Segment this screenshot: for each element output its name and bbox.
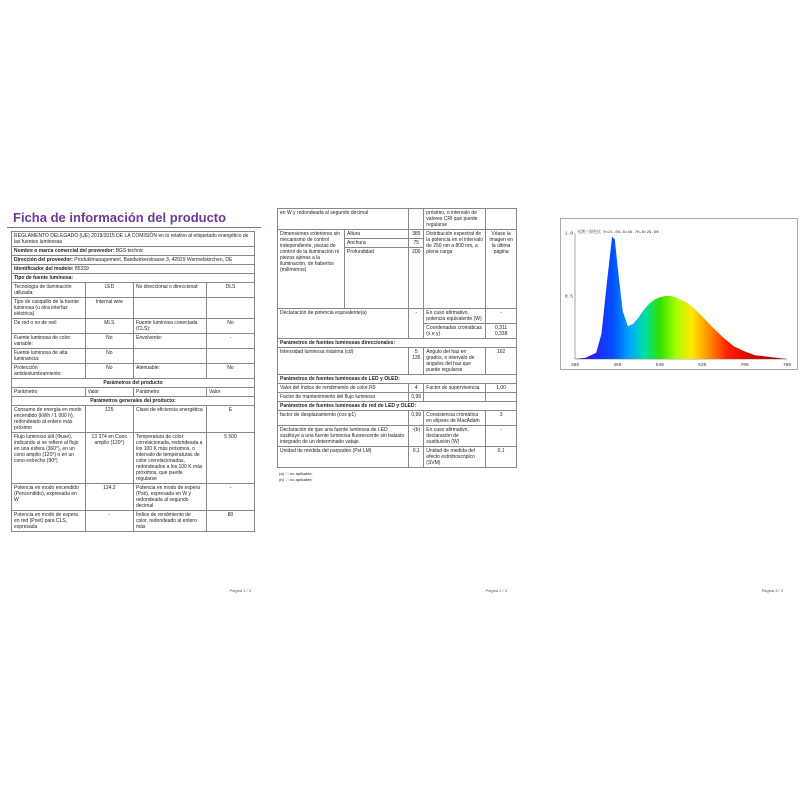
page-2 xyxy=(274,208,521,596)
general-rows xyxy=(12,406,255,532)
equivalent-power-row: Declaración de potencia equivalente(a) - En caso afirmativo, potencia equivalente (W) - xyxy=(278,309,517,324)
general-heading: Parámetros generales del producto: xyxy=(12,397,255,406)
table-row xyxy=(12,349,255,364)
table-cell: Tipo de casquillo de la fuente luminosa (u otra interfaz eléctrica) xyxy=(12,298,86,319)
x-tick-label: 700 xyxy=(740,363,749,368)
table-cell: Internal wire xyxy=(85,298,133,319)
model-row: Identificador del modelo: 85339 xyxy=(12,265,255,274)
chromaticity-row: Coordenadas cromáticas (x e y) 0,311 0,338 xyxy=(278,324,517,339)
table-cell: 124,2 xyxy=(85,484,133,511)
page-footer: Página 3 / 3 xyxy=(761,588,783,593)
intro-text: REGLAMENTO DELEGADO (UE) 2019/2015 DE LA COMISIÓN en lo relativo al etiquetado energético de las fuentes luminosas xyxy=(12,232,255,247)
table-cell: E xyxy=(206,406,254,433)
table-cell: LED xyxy=(85,283,133,298)
table-cell: 5 500 xyxy=(206,433,254,484)
supplier-name-row: Nombre o marca comercial del proveedor: BGS technic xyxy=(12,247,255,256)
x-tick-label: 460 xyxy=(613,363,622,368)
type-heading: Tipo de fuente luminosa: xyxy=(12,274,255,283)
table-cell xyxy=(486,393,517,402)
table-cell: Fuente luminosa de color variable: xyxy=(12,334,86,349)
page-footer: Página 1 / 3 xyxy=(229,588,251,593)
table-cell: 0,99 xyxy=(409,393,424,402)
spectrum-area xyxy=(575,237,787,359)
table-row xyxy=(12,283,255,298)
table-cell: 0,99 xyxy=(409,411,424,426)
network-led-heading: Parámetros de fuentes luminosas de red de LED y OLED: xyxy=(278,402,517,411)
table-cell xyxy=(133,349,206,364)
table-cell: DLS xyxy=(206,283,254,298)
table-row xyxy=(278,209,517,230)
table-cell: Potencia en modo de espera en red (Pnet) para CLS, expresada xyxy=(12,511,86,532)
table-cell: De red o no de red: xyxy=(12,319,86,334)
table-cell: 80 xyxy=(206,511,254,532)
table-cell: 3 xyxy=(486,411,517,426)
table-row xyxy=(12,406,255,433)
table-cell: próximo, o intervalo de valores CRI que puede regularse xyxy=(424,209,486,230)
table-row xyxy=(12,364,255,379)
type-rows xyxy=(12,283,255,379)
table-cell: factor de desplazamiento (cos φ1) xyxy=(278,411,409,426)
table-cell: 1,00 xyxy=(486,384,517,393)
table-row xyxy=(12,319,255,334)
table-row xyxy=(12,334,255,349)
supplier-table xyxy=(11,231,255,532)
table-row xyxy=(278,393,517,402)
table-cell xyxy=(486,209,517,230)
table-cell: Factor de supervivencia xyxy=(424,384,486,393)
table-cell: No xyxy=(206,319,254,334)
table-cell: Unidad de medida del parpadeo (Pst LM) xyxy=(278,447,409,468)
table-cell: 5 135 xyxy=(409,348,424,375)
table-cell: 0,1 xyxy=(486,447,517,468)
table-row xyxy=(278,426,517,447)
page-3 xyxy=(540,208,797,596)
params-header-row: Parámetro Valor Parámetro Valor xyxy=(12,388,255,397)
table-row xyxy=(12,433,255,484)
table-cell: Valor del índice de rendimiento de color R9 xyxy=(278,384,409,393)
page-1 xyxy=(3,208,265,596)
x-tick-label: 620 xyxy=(698,363,707,368)
table-cell: No xyxy=(85,364,133,379)
page-footer: Página 2 / 3 xyxy=(485,588,507,593)
table-cell xyxy=(409,209,424,230)
table-cell: Ángulo del haz en grados, o intervalo de ángulos del haz que puede regularse xyxy=(424,348,486,375)
table-cell: - xyxy=(85,511,133,532)
supplier-address-row: Dirección del proveedor: Produktmanagement, Bandwirkerstrasse 3, 42929 Wermelskirchen, DE xyxy=(12,256,255,265)
table-cell: Fuente luminosa de alta luminancia: xyxy=(12,349,86,364)
table-cell xyxy=(206,349,254,364)
x-tick-label: 540 xyxy=(655,363,664,368)
spectrum-svg xyxy=(561,219,797,369)
params-heading: Parámetros del producto xyxy=(12,379,255,388)
table-cell: Atenuable: xyxy=(133,364,206,379)
y-tick-label: 1.0 xyxy=(564,231,573,237)
table-cell: No direccional o direccional: xyxy=(133,283,206,298)
table-cell: 125 xyxy=(85,406,133,433)
table-cell: 0,1 xyxy=(409,447,424,468)
table-cell: En caso afirmativo, declaración de sustitución (W) xyxy=(424,426,486,447)
chart-title: 光谱三原色比 R=21.5%,G=48.7%,B=29.8% xyxy=(577,231,659,235)
table-cell: No xyxy=(85,334,133,349)
x-tick-label: 380 xyxy=(570,363,580,368)
spectrum-chart xyxy=(560,218,798,370)
table-cell: Factor de mantenimiento del flujo luminoso xyxy=(278,393,409,402)
table-row xyxy=(12,484,255,511)
table-cell: Intensidad luminosa máxima (cd) xyxy=(278,348,409,375)
table-row xyxy=(12,511,255,532)
table-row xyxy=(278,411,517,426)
table-cell: Envolvente: xyxy=(133,334,206,349)
table-cell: No xyxy=(206,364,254,379)
directional-heading: Parámetros de fuentes luminosas direccionales: xyxy=(278,339,517,348)
table-cell xyxy=(133,298,206,319)
table-cell: en W y redondeada al segundo decimal xyxy=(278,209,409,230)
table-cell: Clase de eficiencia energética xyxy=(133,406,206,433)
table-cell: Potencia en modo encendido (Pencendido), expresada en W xyxy=(12,484,86,511)
table-cell xyxy=(206,298,254,319)
y-tick-label: 0.5 xyxy=(564,294,573,300)
table-cell: 13 374 en Cono amplio (120°) xyxy=(85,433,133,484)
table-cell: Fuente luminosa conectada (CLS): xyxy=(133,319,206,334)
led-heading: Parámetros de fuentes luminosas de LED y OLED: xyxy=(278,375,517,384)
table-cell: Potencia en modo de espera (Psb), expresada en W y redondeada al segundo decimal xyxy=(133,484,206,511)
table-cell: Unidad de medida del efecto estroboscópico (SVM) xyxy=(424,447,486,468)
x-tick-label: 780 xyxy=(782,363,792,368)
table-cell: Temperatura de color correlacionada, redondeada a los 100 K más próximos, o intervalo de temperaturas de color correlacionadas, redondeados a los 100 K más próximos, que puede regularse xyxy=(133,433,206,484)
dimensions-row: Dimensiones exteriores sin mecanismo de control independiente, piezas de control de la iluminación ni piezas ajenas a la iluminación, de haberlos (milímetros) Altura 385 Distribución espectral de la potencia en el intervalo de 250 nm a 800 nm, a plena carga Véase la imagen en la última página xyxy=(278,230,517,239)
table-cell: - xyxy=(206,334,254,349)
footnotes xyxy=(279,471,521,483)
table-cell: -(b) xyxy=(409,426,424,447)
table-cell: Declaración de que una fuente luminosa de LED sustituye a una fuente luminosa fluorescente sin balasto integrado de un determinado vataje. xyxy=(278,426,409,447)
footnote-b: (b) '-': no aplicable; xyxy=(279,477,313,482)
table-cell: - xyxy=(206,484,254,511)
table-row xyxy=(12,298,255,319)
table-cell: Protección antideslumbramiento: xyxy=(12,364,86,379)
footnote-a: (a) '-': no aplicable; xyxy=(279,471,313,476)
table-cell xyxy=(424,393,486,402)
table-cell: Flujo luminoso útil (Φuse), indicando si se refiere al flujo en una esfera (360°), en un cono amplio (120°) o en un cono estrecho (90°) xyxy=(12,433,86,484)
table-row xyxy=(278,384,517,393)
table-cell: Tecnología de iluminación utilizada: xyxy=(12,283,86,298)
table-cell: Consistencia cromática en elipses de MacAdam xyxy=(424,411,486,426)
table-cell: 4 xyxy=(409,384,424,393)
table-cell: MLS xyxy=(85,319,133,334)
table-cell: - xyxy=(486,426,517,447)
table-cell: Índice de rendimiento de color, redondeado al entero más xyxy=(133,511,206,532)
table-row xyxy=(278,447,517,468)
table-row xyxy=(278,348,517,375)
table-cell: No xyxy=(85,349,133,364)
table-cell: Consumo de energía en modo encendido (kWh / 1 000 h), redondeado al entero más próximo xyxy=(12,406,86,433)
document-title: Ficha de información del producto xyxy=(7,208,261,228)
params-table-continued: en W y redondeada al segundo decimal próximo, o intervalo de valores CRI que puede regularse Dimensiones exteriores sin mecanismo de control independiente, piezas de control de la iluminación ni piezas ajenas a la iluminación, de haberlos (milímetros) Altura 385 Distribución espectral de la potencia en el intervalo de 250 nm a 800 nm, a plena carga Véase la imagen en la última página Anchura 75 Profundidad 200 Declaración de potencia equivalente(a) - En caso afirmativo, potencia equivalente (W) - Coordenadas cromáticas (x e y) 0,311 0,338 Parámetros de fuentes luminosas direccionales: Intensidad luminosa máxima (cd) 5 135 Ángulo del haz en grados, o intervalo de ángulos del haz que puede regularse 102 Parámetros de fuentes luminosas de LED y OLED: Valor del índice de rendimiento de color R9 4 Factor de supervivencia 1,00 Factor de mantenimiento del flujo luminoso 0,99 Parámetros de fuentes luminosas de red de LED y OLED: factor de desplazamiento (cos φ1) 0,99 Consistencia cromática en elipses de MacAdam 3 Declaración de que una fuente luminosa de LED sustituye a una fuente luminosa fluorescente sin balasto integrado de un determinado vataje. -(b) En caso afirmativo, declaración de sustitución (W) - Unidad de medida del parpadeo (Pst LM) 0,1 Unidad de medida del efecto estroboscópico (SVM) 0,1 xyxy=(277,208,517,468)
table-cell: 102 xyxy=(486,348,517,375)
